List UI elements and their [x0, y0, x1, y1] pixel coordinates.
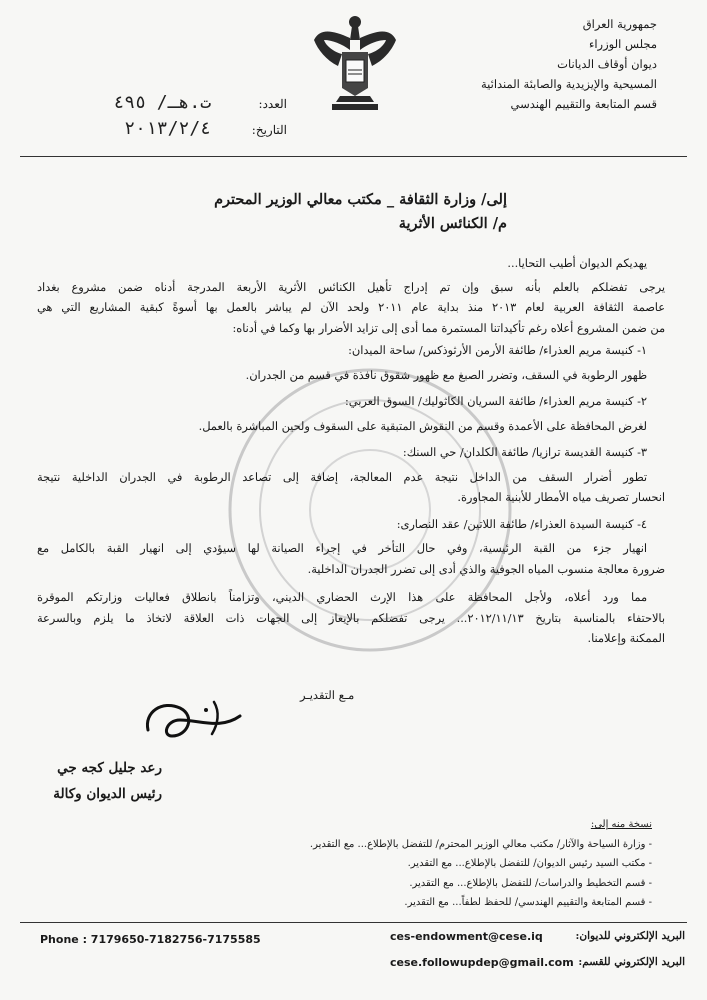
copies-list	[172, 815, 652, 913]
signatory-title: رئيس الديوان وكالة	[53, 786, 162, 802]
copy-item: - قسم التخطيط والدراسات/ للتفضل بالإطلاع... مع التقدير.	[409, 877, 652, 889]
item-line: ظهور الرطوبة في السقف، وتضرر الصبغ مع ظهور شقوق نافذة في قسم من الجدران.	[245, 368, 647, 382]
diwan-email: ces-endowment@cese.iq	[390, 930, 543, 943]
intro-line: يرجى تفضلكم بالعلم بأنه سبق وإن تم إدراج تأهيل الكنائس الأثرية الأربعة المدرجة أدناه ضمن مشروع بغداد	[37, 280, 665, 294]
copies-label: نسخة منه إلى:	[590, 819, 652, 830]
reference-block	[22, 92, 287, 144]
item-heading: ٤- كنيسة السيدة العذراء/ طائفة اللاتين/ عقد النصارى:	[396, 517, 647, 531]
greeting: يهديكم الديوان أطيب التحايا...	[507, 257, 647, 270]
subject: م/ الكنائس الأثرية	[398, 215, 507, 232]
header-line: المسيحية والإيزيدية والصابئة المندائية	[480, 77, 657, 91]
closing-line: الممكنة وإعلامنا.	[587, 632, 665, 645]
header-line: مجلس الوزراء	[588, 37, 657, 51]
handwritten-signature	[140, 690, 250, 750]
signatory-name: رعد جليل كجه جي	[57, 760, 162, 776]
phone-number: Phone : 7179650-7182756-7175585	[40, 933, 261, 946]
item-line: تطور أضرار السقف من الداخل نتيجة عدم المعالجة، إضافة إلى تصاعد الرطوبة في الجدران الداخلية نتيجة	[37, 470, 647, 484]
item-line: انهيار جزء من القبة الرئيسية، وفي حال التأخر في إجراء الصيانة لها سيؤدي إلى انهيار القبة بالكامل مع	[37, 542, 647, 555]
letter-address	[107, 188, 507, 236]
letter-body	[37, 254, 665, 650]
recipient: إلى/ وزارة الثقافة _ مكتب معالي الوزير المحترم	[214, 191, 507, 208]
header-line: جمهورية العراق	[582, 17, 657, 31]
copy-item: - قسم المتابعة والتقييم الهندسي/ للحفظ لطفاً... مع التقدير.	[404, 897, 652, 908]
signatory-block	[53, 755, 162, 807]
department-email-label: البريد الإلكتروني للقسم:	[578, 956, 685, 968]
item-line: ضرورة معالجة منسوب المياه الجوفية والذي أدى إلى تضرر الجدران الداخلية.	[307, 562, 665, 576]
item-heading: ٢- كنيسة مريم العذراء/ طائفة السريان الكاثوليك/ السوق العربي:	[344, 395, 647, 408]
item-line: انحسار تصريف مياه الأمطار للأبنية المجاورة.	[457, 491, 665, 504]
intro-line: من ضمن المشروع أعلاه رغم تأكيداتنا المستمرة مما أدى إلى تزايد الأضرار بها وكما في أدناه:	[232, 321, 665, 335]
footer-divider	[20, 922, 687, 923]
regards: مـع التقديـر	[300, 688, 355, 702]
header-line: ديوان أوقاف الديانات	[557, 57, 657, 71]
intro-line: عاصمة الثقافة العربية لعام ٢٠١٣ منذ بداية عام ٢٠١١ ولحد الآن لم يباشر بالعمل بها أسوةً كبقية المشاريع التي هي	[37, 301, 665, 314]
item-heading: ١- كنيسة مريم العذراء/ طائفة الأرمن الأرثوذكس/ ساحة الميدان:	[348, 344, 647, 357]
ministry-header	[397, 14, 657, 114]
reference-date-row	[22, 118, 287, 144]
closing-line: مما ورد أعلاه، ولأجل المحافظة على هذا الإرث الحضاري الديني، وتزامناً بانطلاق فعاليات وزارتكم الموقرة	[37, 591, 647, 604]
date-label: التاريخ:	[251, 123, 287, 137]
reference-number-row	[22, 92, 287, 118]
number-label: العدد:	[258, 97, 287, 111]
header-divider	[20, 156, 687, 157]
item-heading: ٣- كنيسة القديسة ترازيا/ طائفة الكلدان/ حي السنك:	[402, 446, 647, 459]
item-line: لغرض المحافظة على الأعمدة وقسم من النقوش المتبقية على السقوف ولحين المباشرة بالعمل.	[198, 419, 647, 433]
department-email: cese.followupdep@gmail.com	[390, 956, 574, 969]
closing-line: بالاحتفاء بالمناسبة بتاريخ ٢٠١٢/١١/١٣... يرجى تفضلكم بالإيعاز إلى الجهات ذات العلاقة لاتخاذ ما يلزم وبالسرعة	[37, 611, 665, 625]
iraq-eagle-emblem-icon	[312, 10, 398, 114]
diwan-email-label: البريد الإلكتروني للديوان:	[575, 930, 685, 942]
header-line: قسم المتابعة والتقييم الهندسي	[510, 97, 657, 111]
copy-item: - وزارة السياحة والآثار/ مكتب معالي الوزير المحترم/ للتفضل بالإطلاع... مع التقدير.	[309, 838, 652, 850]
date-value: ٢٠١٣/٢/٤	[124, 118, 211, 139]
copy-item: - مكتب السيد رئيس الديوان/ للتفضل بالإطلاع... مع التقدير.	[407, 858, 652, 869]
number-value: ت.هـ/ ٤٩٥	[113, 92, 211, 113]
